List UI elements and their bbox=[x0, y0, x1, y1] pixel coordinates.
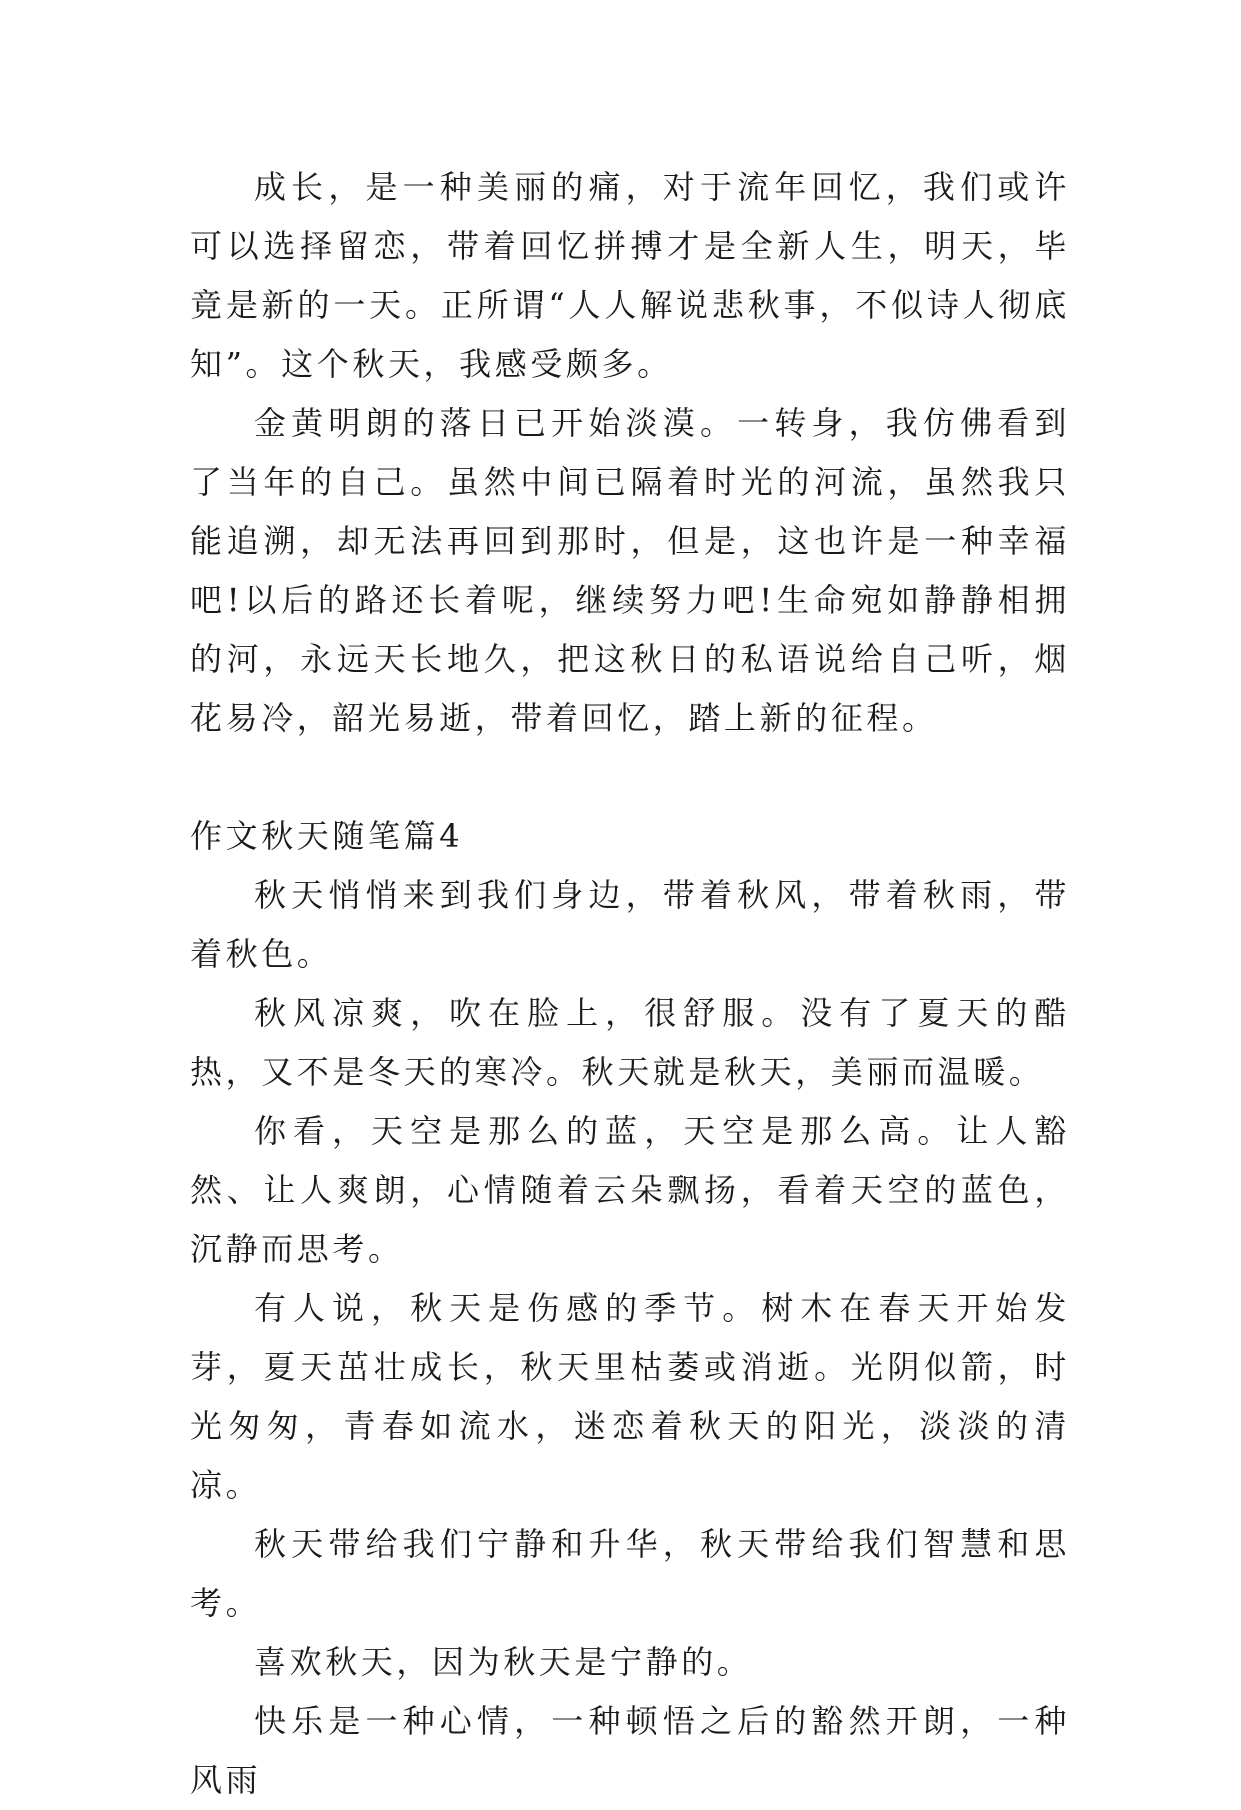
paragraph-2: 金黄明朗的落日已开始淡漠。一转身，我仿佛看到了当年的自己。虽然中间已隔着时光的河流，虽然我只能追溯，却无法再回到那时，但是，这也许是一种幸福吧!以后的路还长着呢，继续努力吧!生命宛如静静相拥的河，永远天长地久，把这秋日的私语说给自己听，烟花易冷，韶光易逝，带着回忆，踏上新的征程。 bbox=[190, 404, 1070, 737]
paragraph-8: 喜欢秋天，因为秋天是宁静的。 bbox=[254, 1643, 753, 1681]
paragraph-3: 秋天悄悄来到我们身边，带着秋风，带着秋雨，带着秋色。 bbox=[190, 876, 1070, 973]
paragraph-6: 有人说，秋天是伤感的季节。树木在春天开始发芽，夏天茁壮成长，秋天里枯萎或消逝。光阴似箭，时光匆匆，青春如流水，迷恋着秋天的阳光，淡淡的清凉。 bbox=[190, 1289, 1070, 1504]
paragraph-1: 成长，是一种美丽的痛，对于流年回忆，我们或许可以选择留恋，带着回忆拼搏才是全新人生，明天，毕竟是新的一天。正所谓“人人解说悲秋事，不似诗人彻底知”。这个秋天，我感受颇多。 bbox=[190, 168, 1070, 383]
paragraph-5: 你看，天空是那么的蓝，天空是那么高。让人豁然、让人爽朗，心情随着云朵飘扬，看着天空的蓝色，沉静而思考。 bbox=[190, 1112, 1070, 1268]
section-title: 作文秋天随笔篇4 bbox=[190, 817, 464, 855]
document-body bbox=[190, 158, 1070, 1810]
paragraph-9: 快乐是一种心情，一种顿悟之后的豁然开朗，一种风雨 bbox=[190, 1702, 1070, 1799]
paragraph-4: 秋风凉爽，吹在脸上，很舒服。没有了夏天的酷热，又不是冬天的寒冷。秋天就是秋天，美丽而温暖。 bbox=[190, 994, 1070, 1091]
paragraph-7: 秋天带给我们宁静和升华，秋天带给我们智慧和思考。 bbox=[190, 1525, 1070, 1622]
